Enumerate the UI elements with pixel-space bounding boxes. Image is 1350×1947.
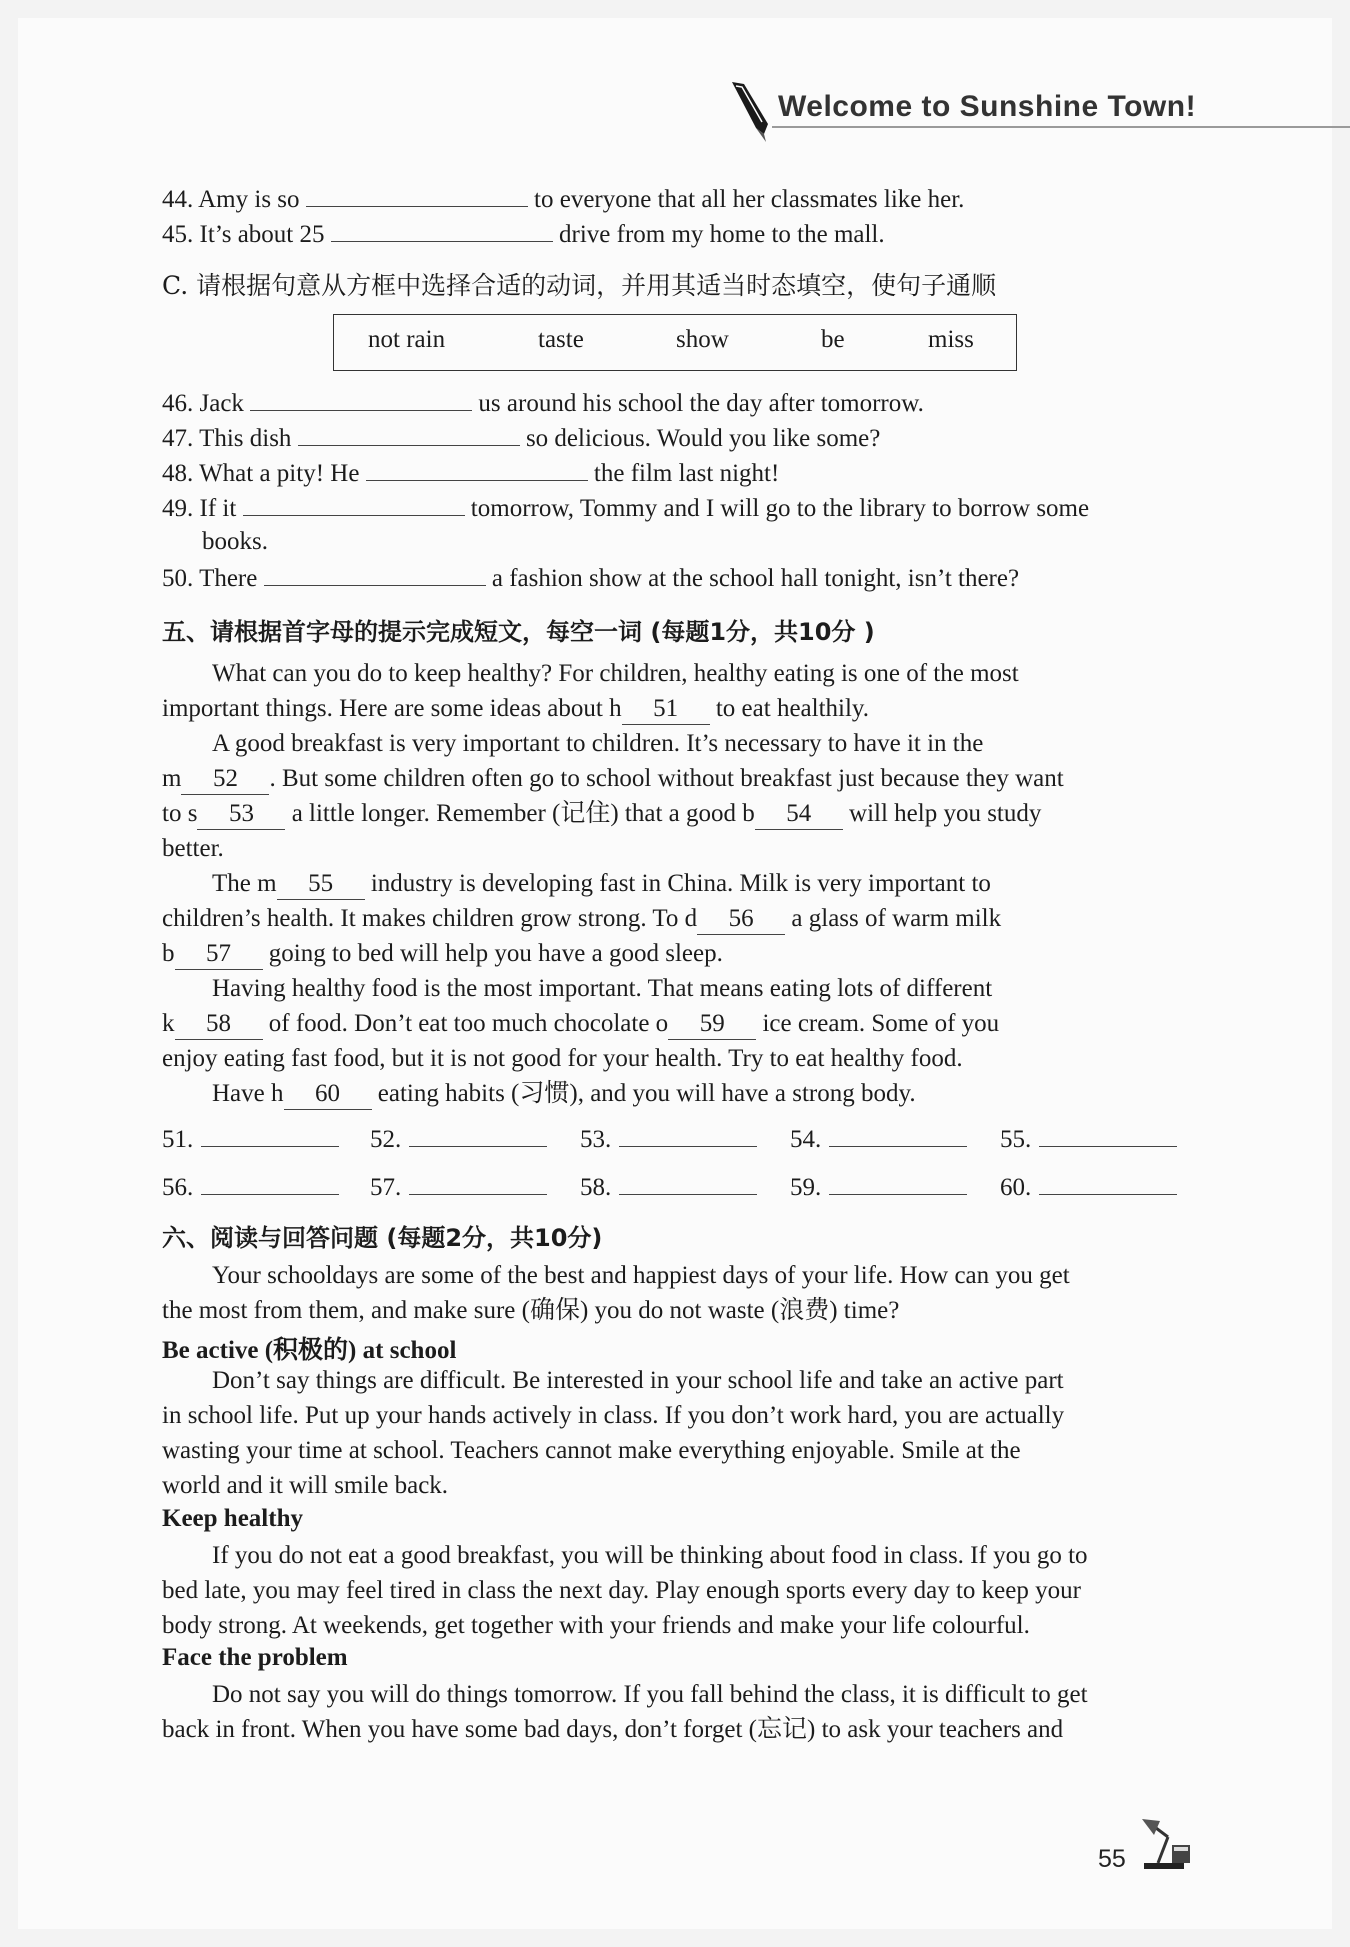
- word-option: show: [676, 326, 729, 353]
- answer-blank-50[interactable]: [264, 559, 486, 586]
- answer-line-55[interactable]: 55.: [1000, 1120, 1177, 1154]
- paragraph-be-active: Don’t say things are difficult. Be interested in your school life and take an active part in school life. Put up your hands actively in class. If you don’t work hard, you are actually wasting your time at school. Teachers cannot make everything enjoyable. Smile at the world and it will smile back.: [162, 1367, 1065, 1499]
- answer-line-52[interactable]: 52.: [370, 1120, 547, 1154]
- word-box: [333, 314, 1017, 371]
- answer-blank-48[interactable]: [366, 454, 588, 481]
- question-49-continued: books.: [202, 528, 268, 555]
- passage6-intro: Your schooldays are some of the best and happiest days of your life. How can you get the most from them, and make sure (确保) you do not waste (浪费) time?: [162, 1262, 1070, 1324]
- answer-blank-44[interactable]: [306, 180, 528, 207]
- answer-line-51[interactable]: 51.: [162, 1120, 339, 1154]
- desk-lamp-icon: [1138, 1815, 1198, 1873]
- header-rule: [772, 126, 1350, 128]
- page-header: [720, 82, 1350, 142]
- answer-line-60[interactable]: 60.: [1000, 1168, 1177, 1202]
- blank-51[interactable]: 51: [622, 694, 710, 725]
- blank-52[interactable]: 52: [181, 764, 269, 795]
- pen-icon: [726, 80, 776, 142]
- question-49: 49. If it tomorrow, Tommy and I will go to the library to borrow some: [162, 489, 1089, 526]
- section6-heading: 六、阅读与回答问题 (每题2分，共10分): [162, 1224, 603, 1252]
- word-option: miss: [928, 326, 974, 353]
- question-50: 50. There a fashion show at the school hall tonight, isn’t there?: [162, 559, 1019, 596]
- word-option: be: [821, 326, 845, 353]
- page-number: 55: [1098, 1845, 1126, 1873]
- subheading-keep-healthy: Keep healthy: [162, 1505, 303, 1532]
- blank-53[interactable]: 53: [197, 799, 285, 830]
- blank-55[interactable]: 55: [277, 869, 365, 900]
- section5-heading: 五、请根据首字母的提示完成短文，每空一词 (每题1分，共10分 ): [162, 618, 875, 646]
- question-48: 48. What a pity! He the film last night!: [162, 454, 779, 491]
- answer-blank-46[interactable]: [250, 384, 472, 411]
- question-45: 45. It’s about 25 drive from my home to the mall.: [162, 215, 885, 252]
- answer-line-58[interactable]: 58.: [580, 1168, 757, 1202]
- subheading-be-active: Be active (积极的) at school: [162, 1337, 457, 1364]
- blank-60[interactable]: 60: [284, 1079, 372, 1110]
- answer-blank-47[interactable]: [298, 419, 520, 446]
- word-option: not rain: [368, 326, 446, 353]
- answer-blank-49[interactable]: [243, 489, 465, 516]
- question-44: 44. Amy is so to everyone that all her classmates like her.: [162, 180, 964, 217]
- blank-57[interactable]: 57: [175, 939, 263, 970]
- paragraph-face-problem: Do not say you will do things tomorrow. If you fall behind the class, it is difficult to get back in front. When you have some bad days, don’t forget (忘记) to ask your teachers and: [162, 1681, 1088, 1743]
- answer-line-59[interactable]: 59.: [790, 1168, 967, 1202]
- answer-line-57[interactable]: 57.: [370, 1168, 547, 1202]
- blank-58[interactable]: 58: [175, 1009, 263, 1040]
- blank-59[interactable]: 59: [668, 1009, 756, 1040]
- blank-54[interactable]: 54: [755, 799, 843, 830]
- answer-line-53[interactable]: 53.: [580, 1120, 757, 1154]
- subheading-face-problem: Face the problem: [162, 1644, 348, 1671]
- answer-blank-45[interactable]: [331, 215, 553, 242]
- question-47: 47. This dish so delicious. Would you like some?: [162, 419, 880, 456]
- header-title: Welcome to Sunshine Town!: [778, 90, 1197, 123]
- question-46: 46. Jack us around his school the day after tomorrow.: [162, 384, 924, 421]
- blank-56[interactable]: 56: [697, 904, 785, 935]
- answer-line-56[interactable]: 56.: [162, 1168, 339, 1202]
- partC-heading: C. 请根据句意从方框中选择合适的动词，并用其适当时态填空，使句子通顺: [162, 271, 997, 300]
- passage5: What can you do to keep healthy? For children, healthy eating is one of the most important things. Here are some ideas about h 51 to eat healthily. A good breakfast is very important to children. It’s necessary to have it in the m 52 . But some children often go to school without breakfast just because they want to s 53 a little longer. Remember (记住) that a good b 54 will help you study better. The m 55 industry is developing fast in China. Milk is very important to children’s health. It makes children grow strong. To d 56 a glass of warm milk b 57 going to bed will help you have a good sleep. Having healthy food is the most important. That means eating lots of different k 58 of food. Don’t eat too much chocolate o 59 ice cream. Some of you enjoy eating fast food, but it is not good for your health. Try to eat healthy food. Have h 60 eating habits (习惯), and you will have a strong body.: [162, 656, 1192, 1111]
- paragraph-keep-healthy: If you do not eat a good breakfast, you will be thinking about food in class. If you go to bed late, you may feel tired in class the next day. Play enough sports every day to keep your body strong. At weekends, get together with your friends and make your life colourful.: [162, 1542, 1088, 1639]
- word-option: taste: [538, 326, 584, 353]
- answer-line-54[interactable]: 54.: [790, 1120, 967, 1154]
